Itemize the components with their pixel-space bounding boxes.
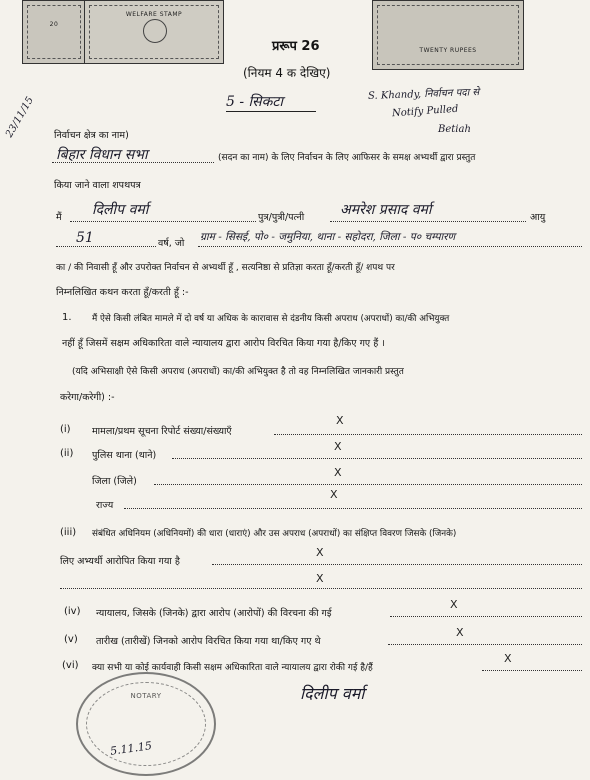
stamp-value-right-label: TWENTY RUPEES [419,47,477,54]
item-ii-label: पुलिस थाना (थाने) [92,450,157,461]
item-v-cross: X [456,626,464,639]
item-i-cross: X [336,414,344,427]
item-ii-state: राज्य [96,500,114,511]
address-value: ग्राम - सिसई, पो० - जमुनिया, थाना - सहोदरा, जिला - प० चम्पारण [200,231,456,243]
age-label: आयु [530,212,546,223]
rule-reference: (नियम 4 क देखिए) [243,66,331,80]
house-name-text: (सदन का नाम) के लिए निर्वाचन के लिए आफिसर के समक्ष अभ्यर्थी द्वारा प्रस्तुत [218,153,476,163]
item-iv-cross: X [450,598,458,611]
item-iii-number: (iii) [60,527,77,538]
main-prefix: मैं [56,212,62,223]
constituency-serial: 5 - सिकटा [226,92,316,112]
relation-label: पुत्र/पुत्री/पत्नी [258,212,305,223]
stamp-value: 20 [49,21,59,28]
para1-line2: नहीं हूँ जिसमें सक्षम अधिकारिता वाले न्यायालय द्वारा आरोप विरचित किया गया है/किए गए हैं । [62,338,385,349]
notary-label: NOTARY [130,692,162,700]
item-vi-label: क्या सभी या कोई कार्यवाही किसी सक्षम अधिकारिता वाले न्यायालय द्वारा रोकी गई है/हैं [92,663,373,673]
para1-line1: मैं ऐसे किसी लंबित मामले में दो वर्ष या अधिक के कारावास से दंडनीय किसी अपराध (अपराधों) का/की अभियुक्त [92,314,450,324]
state-cross: X [330,488,338,501]
deponent-signature: दिलीप वर्मा [300,684,365,703]
welfare-stamp-left [22,0,86,64]
item-ii-number: (ii) [60,448,74,459]
item-vi-number: (vi) [62,660,79,671]
item-iv-number: (iv) [64,606,81,617]
item-iii-cross-2: X [316,572,324,585]
item-iv-label: न्यायालय, जिसके (जिनके) द्वारा आरोप (आरोपों) की विरचना की गई [96,608,332,619]
margin-note-2: Notify Pulled [391,103,459,120]
parent-name: अमरेश प्रसाद वर्मा [340,202,432,218]
form-title: प्ररूप 26 [272,39,320,54]
item-i-number: (i) [60,424,71,435]
age-suffix: वर्ष, जो [158,238,185,249]
affidavit-line: किया जाने वाला शपथपत्र [54,180,141,191]
district-cross: X [334,466,342,479]
item-iii-cross-1: X [316,546,324,559]
item-iii-line1: संबंधित अधिनियम (अधिनियमों) की धारा (धाराएं) और उस अपराध (अपराधों) का संक्षिप्त विवरण जिसके (जिनके) [92,529,457,539]
para2-line2: करेगा/करेगी) :- [60,392,115,403]
constituency-value: बिहार विधान सभा [56,147,148,163]
deponent-name: दिलीप वर्मा [92,202,149,218]
item-vi-cross: X [504,652,512,665]
item-ii-cross: X [334,440,342,453]
item-v-label: तारीख (तारीखें) जिनको आरोप विरचित किया गया था/किए गए थे [96,636,321,647]
item-i-label: मामला/प्रथम सूचना रिपोर्ट संख्या/संख्याएँ [92,426,232,437]
stamp-emblem-icon [143,19,167,43]
statement-line: निम्नलिखित कथन करता हूँ/करती हूँ :- [56,287,189,298]
margin-note-3: Betiah [438,124,471,135]
item-v-number: (v) [64,634,78,645]
margin-note-1: S. Khandy, निर्वाचन पदा से [367,87,480,102]
item-ii-district: जिला (जिले) [92,476,137,487]
twenty-rupee-stamp-right [372,0,524,70]
stamp-label: WELFARE STAMP [125,11,183,18]
para1-number: 1. [62,312,72,323]
para2-line1: (यदि अभिसाक्षी ऐसे किसी अपराध (अपराधों) का/की अभियुक्त है तो वह निम्नलिखित जानकारी प्रस्तुत [72,367,404,377]
constituency-name-label: निर्वाचन क्षेत्र का नाम) [54,130,129,141]
age-value: 51 [76,230,94,246]
welfare-stamp-center [84,0,224,64]
item-iii-line2: लिए अभ्यर्थी आरोपित किया गया है [60,556,180,567]
resident-line: का / की निवासी हूँ और उपरोक्त निर्वाचन से अभ्यर्थी हूँ , सत्यनिष्ठा से प्रतिज्ञा करता हूँ/करती हूँ/ शपथ पर [56,263,395,273]
margin-date: 23/11/15 [4,95,36,140]
notary-date: 5.11.15 [109,739,153,758]
notary-seal [76,672,216,776]
